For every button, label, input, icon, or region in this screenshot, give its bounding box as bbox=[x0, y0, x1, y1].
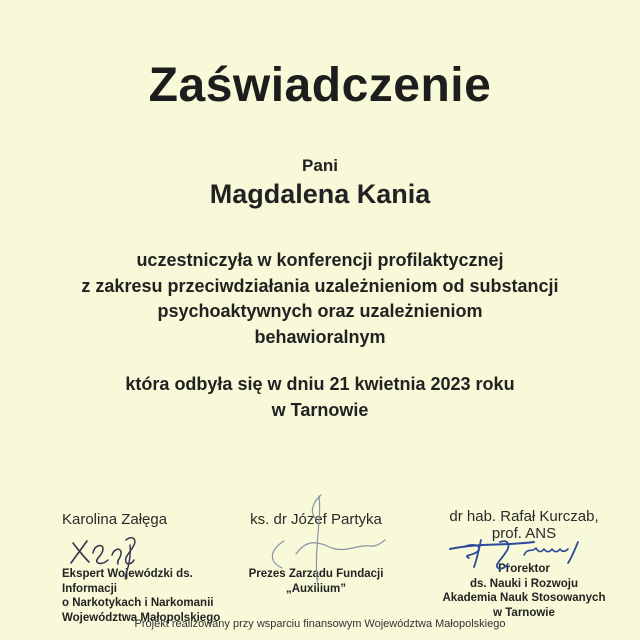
signatory-block-karolina-zalega bbox=[62, 511, 230, 625]
event-date-location bbox=[0, 371, 640, 423]
signatory-title-line: o Narkotykach i Narkomanii bbox=[62, 597, 214, 609]
signatory-name-line: dr hab. Rafał Kurczab, bbox=[449, 508, 599, 525]
signatory-title-line: Województwa Małopolskiego bbox=[62, 611, 221, 624]
event-location-line: w Tarnowie bbox=[271, 400, 369, 420]
signatory-title bbox=[426, 562, 622, 620]
signatory-title bbox=[228, 567, 404, 596]
body-line: z zakresu przeciwdziałania uzależnieniom od substancji bbox=[81, 275, 559, 296]
signatory-title-line: ds. Nauki i Rozwoju bbox=[470, 577, 578, 590]
signatory-block-jozef-partyka bbox=[228, 511, 404, 596]
body-line: behawioralnym bbox=[254, 326, 386, 347]
signatory-title-line: Ekspert Wojewódzki ds. Informacji bbox=[62, 568, 193, 595]
funding-note: Projekt realizowany przy wsparciu finansowym Województwa Małopolskiego bbox=[134, 618, 506, 630]
signatory-block-rafal-kurczab bbox=[426, 508, 622, 620]
body-line: psychoaktywnych oraz uzależnieniom bbox=[157, 301, 483, 321]
signatory-name: Karolina Załęga bbox=[62, 511, 168, 528]
signatory-title-line: Prezes Zarządu Fundacji bbox=[248, 568, 384, 580]
signatory-name-line: prof. ANS bbox=[491, 525, 557, 542]
signatory-title-line: Akademia Nauk Stosowanych bbox=[442, 592, 606, 604]
signatory-title bbox=[62, 567, 230, 625]
signatory-title-line: w Tarnowie bbox=[493, 606, 555, 619]
signatory-name bbox=[426, 508, 622, 542]
recipient-salutation: Pani bbox=[302, 156, 338, 175]
certificate-body bbox=[0, 248, 640, 350]
recipient-name: Magdalena Kania bbox=[209, 179, 431, 209]
certificate-title: Zaświadczenie bbox=[148, 59, 492, 112]
signatory-title-line: Prorektor bbox=[498, 563, 550, 575]
signatory-name: ks. dr Józef Partyka bbox=[250, 511, 382, 528]
signatory-title-line: „Auxilium” bbox=[285, 582, 347, 595]
event-date-line: która odbyła się w dniu 21 kwietnia 2023 roku bbox=[125, 374, 515, 394]
body-line: uczestniczyła w konferencji profilaktycznej bbox=[136, 250, 504, 270]
